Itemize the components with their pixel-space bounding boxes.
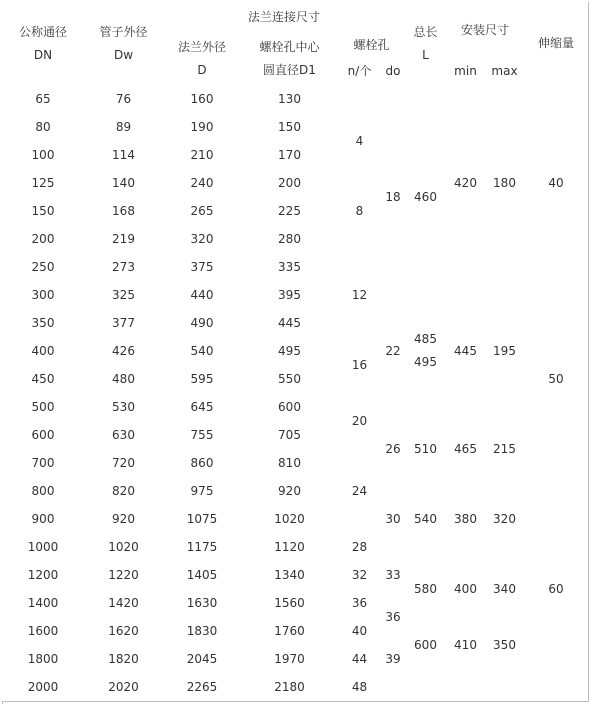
cell-dw (84, 365, 164, 394)
cell-bolt-circle-text: 1970 (274, 651, 305, 666)
cell-flange-od (163, 337, 242, 366)
cell-bolt-count (338, 673, 382, 702)
cell-bolt-hole-diameter (381, 561, 406, 590)
cell-dn (2, 477, 85, 506)
cell-flange-od-text: 2265 (186, 679, 218, 694)
cell-dw-text: 114 (112, 147, 135, 162)
cell-dn (2, 281, 85, 310)
cell-total-length-text: 510 (414, 441, 437, 456)
cell-flange-od-text: 210 (190, 147, 214, 162)
cell-dn (2, 197, 85, 226)
cell-total-length-text: 580 (414, 581, 437, 596)
cell-flange-od (163, 421, 242, 450)
cell-flange-od (163, 197, 242, 226)
cell-install-min-text: 380 (454, 511, 477, 526)
cell-total-length-text: 600 (414, 637, 437, 652)
cell-flange-od-text: 540 (190, 343, 214, 358)
cell-bolt-count-text: 8 (355, 203, 364, 218)
cell-flange-od (163, 309, 242, 338)
cell-dw-text: 630 (112, 427, 135, 442)
cell-dn-text: 100 (31, 147, 55, 162)
cell-bolt-circle (241, 197, 339, 226)
cell-dn-text: 500 (31, 399, 55, 414)
cell-bolt-circle (241, 505, 339, 534)
cell-bolt-circle-text: 705 (278, 427, 301, 442)
cell-dw-text: 1820 (108, 651, 139, 666)
cell-bolt-count-text: 4 (355, 133, 364, 148)
cell-flange-od-text: 975 (190, 483, 214, 498)
cell-install-max (485, 561, 525, 618)
cell-install-min (446, 85, 486, 282)
cell-dn (2, 169, 85, 198)
cell-flange-od (163, 169, 242, 198)
cell-install-min-text: 445 (454, 343, 477, 358)
cell-dw (84, 617, 164, 646)
cell-bolt-count (338, 645, 382, 674)
cell-expansion-text: 40 (548, 175, 564, 190)
cell-bolt-circle (241, 673, 339, 702)
cell-dn (2, 309, 85, 338)
cell-install-min-text: 400 (454, 581, 477, 596)
cell-total-length-text-line-2: 495 (414, 355, 437, 369)
header-bolt-hole-diameter-text: do (385, 64, 401, 79)
cell-bolt-hole-diameter (381, 477, 406, 562)
cell-flange-od (163, 589, 242, 618)
cell-dw (84, 477, 164, 506)
cell-dn (2, 561, 85, 590)
cell-dn (2, 673, 85, 702)
cell-bolt-circle-text: 495 (278, 343, 301, 358)
header-bolt-circle-diameter-text-line-1: 螺栓孔中心 (259, 39, 320, 54)
cell-dw (84, 449, 164, 478)
cell-bolt-circle (241, 365, 339, 394)
cell-dw (84, 309, 164, 338)
cell-dn-text: 200 (31, 231, 55, 246)
cell-dw-text: 1220 (108, 567, 139, 582)
cell-dw-text: 168 (112, 203, 135, 218)
cell-dn-text: 65 (35, 91, 51, 106)
cell-dn-text: 1400 (27, 595, 59, 610)
cell-dw-text: 1620 (108, 623, 139, 638)
cell-install-min (446, 617, 486, 674)
cell-flange-od-text: 2045 (186, 651, 218, 666)
cell-flange-od-text: 1830 (186, 623, 218, 638)
cell-dw (84, 169, 164, 198)
cell-install-max (485, 421, 525, 478)
cell-flange-od (163, 533, 242, 562)
cell-dw-text: 720 (112, 455, 135, 470)
cell-bolt-count (338, 169, 382, 254)
cell-bolt-circle (241, 589, 339, 618)
cell-install-max-text: 320 (493, 511, 516, 526)
cell-flange-od (163, 645, 242, 674)
cell-dw (84, 141, 164, 170)
cell-bolt-hole-diameter (381, 589, 406, 646)
cell-bolt-hole-diameter-text: 18 (385, 189, 401, 204)
cell-flange-od-text: 320 (190, 231, 214, 246)
header-total-length-text-line-2: L (422, 47, 429, 62)
cell-dn-text: 1800 (27, 651, 59, 666)
cell-bolt-hole-diameter-text: 36 (385, 609, 401, 624)
cell-flange-od-text: 440 (190, 287, 214, 302)
cell-bolt-circle (241, 141, 339, 170)
cell-bolt-circle-text: 550 (278, 371, 301, 386)
cell-dw-text: 89 (115, 119, 132, 134)
header-bolt-count-text: n/个 (347, 64, 372, 79)
cell-bolt-hole-diameter-text: 30 (385, 511, 401, 526)
cell-expansion-text: 60 (548, 581, 564, 596)
cell-flange-od (163, 141, 242, 170)
cell-dn-text: 80 (35, 119, 51, 134)
cell-flange-od (163, 617, 242, 646)
cell-expansion (524, 281, 589, 478)
cell-bolt-count (338, 617, 382, 646)
cell-dw (84, 281, 164, 310)
cell-flange-od (163, 225, 242, 254)
cell-install-min (446, 561, 486, 618)
cell-flange-od (163, 281, 242, 310)
cell-flange-od (163, 673, 242, 702)
cell-total-length (405, 281, 447, 422)
header-flange-dimensions (163, 2, 406, 33)
cell-dn (2, 589, 85, 618)
cell-dn (2, 365, 85, 394)
cell-bolt-circle (241, 421, 339, 450)
cell-bolt-circle (241, 113, 339, 142)
cell-flange-od-text: 490 (190, 315, 214, 330)
cell-dw (84, 113, 164, 142)
header-flange-dimensions-text: 法兰连接尺寸 (247, 9, 320, 24)
cell-dw-text: 273 (112, 259, 135, 274)
header-bolt-holes-text: 螺栓孔 (353, 37, 390, 52)
cell-dn (2, 533, 85, 562)
cell-bolt-count (338, 85, 382, 114)
cell-bolt-count-text: 16 (351, 357, 368, 372)
cell-dw (84, 225, 164, 254)
cell-install-max (485, 673, 525, 702)
header-expansion (524, 2, 589, 86)
header-bolt-hole-diameter (381, 58, 406, 86)
cell-bolt-hole-diameter-text: 26 (385, 441, 401, 456)
cell-flange-od-text: 645 (190, 399, 214, 414)
cell-flange-od (163, 505, 242, 534)
cell-bolt-count-text: 28 (351, 539, 368, 554)
cell-bolt-count (338, 113, 382, 170)
cell-bolt-circle-text: 150 (278, 119, 301, 134)
cell-bolt-circle (241, 477, 339, 506)
cell-dn (2, 449, 85, 478)
cell-bolt-circle (241, 449, 339, 478)
cell-expansion-text: 50 (548, 371, 564, 386)
cell-flange-od-text: 240 (190, 175, 214, 190)
cell-flange-od (163, 365, 242, 394)
header-flange-outer-diameter-text-line-1: 法兰外径 (177, 39, 226, 54)
cell-bolt-hole-diameter (381, 281, 406, 422)
cell-bolt-circle-text: 1760 (274, 623, 305, 638)
cell-flange-od-text: 190 (190, 119, 214, 134)
cell-bolt-hole-diameter (381, 113, 406, 282)
cell-flange-od (163, 449, 242, 478)
cell-dw (84, 645, 164, 674)
cell-bolt-circle-text: 170 (278, 147, 301, 162)
cell-bolt-hole-diameter (381, 85, 406, 114)
cell-install-max-text: 195 (493, 343, 516, 358)
cell-dw-text: 530 (112, 399, 135, 414)
cell-bolt-hole-diameter (381, 673, 406, 702)
cell-dw-text: 1420 (108, 595, 139, 610)
header-nominal-diameter (2, 2, 85, 86)
cell-dw-text: 920 (112, 511, 135, 526)
cell-dn (2, 393, 85, 422)
cell-dw-text: 76 (115, 91, 132, 106)
header-pipe-outer-diameter (84, 2, 164, 86)
cell-bolt-count (338, 561, 382, 590)
cell-bolt-circle-text: 1020 (274, 511, 305, 526)
cell-dw-text: 820 (112, 483, 135, 498)
cell-bolt-hole-diameter (381, 421, 406, 478)
cell-flange-od-text: 160 (190, 91, 214, 106)
cell-dw (84, 393, 164, 422)
cell-total-length (405, 673, 447, 702)
cell-flange-od-text: 375 (190, 259, 214, 274)
cell-dn-text: 125 (31, 175, 55, 190)
cell-bolt-count (338, 337, 382, 394)
header-pipe-outer-diameter-text-line-2: Dw (113, 47, 134, 62)
cell-dw-text: 426 (112, 343, 135, 358)
cell-flange-od-text: 1175 (186, 539, 218, 554)
cell-flange-od (163, 477, 242, 506)
cell-dw (84, 253, 164, 282)
cell-bolt-circle (241, 253, 339, 282)
cell-dw-text: 377 (112, 315, 135, 330)
cell-install-min (446, 421, 486, 478)
cell-dw (84, 533, 164, 562)
cell-dn (2, 645, 85, 674)
header-flange-outer-diameter (163, 32, 242, 86)
cell-total-length-text: 540 (414, 511, 437, 526)
cell-total-length-text: 460 (414, 189, 437, 204)
cell-bolt-hole-diameter-text: 39 (385, 651, 401, 666)
cell-bolt-circle (241, 617, 339, 646)
cell-bolt-circle-text: 200 (278, 175, 301, 190)
cell-dn-text: 800 (31, 483, 55, 498)
cell-bolt-circle-text: 225 (278, 203, 301, 218)
cell-install-min-text: 420 (454, 175, 477, 190)
cell-bolt-count (338, 449, 382, 534)
cell-bolt-circle (241, 169, 339, 198)
cell-total-length (405, 85, 447, 114)
cell-flange-od (163, 393, 242, 422)
cell-bolt-circle-text: 335 (278, 259, 301, 274)
header-flange-outer-diameter-text-line-2: D (197, 62, 207, 77)
cell-bolt-count (338, 533, 382, 562)
cell-dw-text: 1020 (108, 539, 139, 554)
cell-bolt-circle (241, 533, 339, 562)
cell-install-min-text: 465 (454, 441, 477, 456)
cell-bolt-count-text: 12 (351, 287, 368, 302)
header-nominal-diameter-text-line-2: DN (33, 47, 53, 62)
cell-bolt-count (338, 589, 382, 618)
cell-install-max (485, 617, 525, 674)
cell-bolt-count-text: 44 (351, 651, 368, 666)
cell-install-min (446, 477, 486, 562)
cell-bolt-circle-text: 2180 (274, 679, 305, 694)
cell-install-max-text: 180 (493, 175, 516, 190)
cell-flange-od-text: 755 (190, 427, 214, 442)
cell-dn (2, 253, 85, 282)
cell-dw (84, 673, 164, 702)
cell-dw (84, 421, 164, 450)
cell-dn-text: 450 (31, 371, 55, 386)
header-install-max (485, 58, 525, 86)
cell-install-min-text: 410 (454, 637, 477, 652)
header-total-length (405, 2, 447, 86)
header-install-min-text: min (454, 64, 477, 79)
cell-dn-text: 1600 (27, 623, 59, 638)
cell-bolt-circle (241, 393, 339, 422)
cell-bolt-circle-text: 1120 (274, 539, 305, 554)
cell-dw (84, 561, 164, 590)
cell-install-max-text: 215 (493, 441, 516, 456)
cell-dn (2, 617, 85, 646)
cell-flange-od-text: 265 (190, 203, 214, 218)
cell-dn-text: 1200 (27, 567, 59, 582)
cell-bolt-hole-diameter-text: 22 (385, 343, 401, 358)
cell-bolt-count (338, 253, 382, 338)
cell-dw-text: 325 (112, 287, 135, 302)
cell-total-length (405, 477, 447, 562)
cell-install-max-text: 350 (493, 637, 516, 652)
cell-dw-text: 219 (112, 231, 135, 246)
cell-install-min (446, 673, 486, 702)
cell-dn (2, 225, 85, 254)
cell-flange-od-text: 1630 (186, 595, 218, 610)
cell-dn (2, 141, 85, 170)
cell-dn-text: 900 (31, 511, 55, 526)
cell-bolt-circle-text: 600 (278, 399, 301, 414)
cell-dw (84, 197, 164, 226)
cell-dn (2, 113, 85, 142)
cell-bolt-circle (241, 281, 339, 310)
cell-expansion (524, 477, 589, 702)
cell-total-length (405, 421, 447, 478)
header-bolt-circle-diameter-text-line-2: 圆直径D1 (263, 62, 316, 77)
cell-dn (2, 505, 85, 534)
cell-dn-text: 400 (31, 343, 55, 358)
cell-bolt-circle (241, 309, 339, 338)
cell-dn-text: 150 (31, 203, 55, 218)
cell-bolt-count-text: 40 (351, 623, 368, 638)
cell-install-max (485, 281, 525, 422)
cell-total-length (405, 113, 447, 282)
cell-bolt-count-text: 24 (351, 483, 368, 498)
cell-total-length (405, 561, 447, 618)
header-pipe-outer-diameter-text-line-1: 管子外径 (99, 24, 148, 39)
cell-dn (2, 337, 85, 366)
header-bolt-count (338, 58, 382, 86)
cell-install-max-text: 340 (493, 581, 516, 596)
header-nominal-diameter-text-line-1: 公称通径 (18, 24, 67, 39)
cell-dn (2, 85, 85, 114)
cell-dn-text: 600 (31, 427, 55, 442)
cell-bolt-count-text: 36 (351, 595, 368, 610)
cell-bolt-circle (241, 225, 339, 254)
cell-expansion (524, 85, 589, 282)
cell-bolt-count-text: 32 (351, 567, 368, 582)
cell-flange-od (163, 253, 242, 282)
cell-flange-od (163, 113, 242, 142)
cell-dn-text: 1000 (27, 539, 59, 554)
header-install-size (446, 2, 525, 59)
cell-total-length (405, 617, 447, 674)
cell-bolt-circle-text: 1560 (274, 595, 305, 610)
cell-bolt-circle-text: 130 (278, 91, 301, 106)
cell-bolt-hole-diameter-text: 33 (385, 567, 401, 582)
cell-dw (84, 589, 164, 618)
cell-install-max (485, 85, 525, 282)
cell-dw-text: 480 (112, 371, 135, 386)
cell-bolt-circle-text: 920 (278, 483, 301, 498)
cell-flange-od-text: 595 (190, 371, 214, 386)
cell-dw-text: 2020 (108, 679, 139, 694)
cell-bolt-circle (241, 645, 339, 674)
cell-bolt-circle-text: 810 (278, 455, 301, 470)
cell-flange-od-text: 860 (190, 455, 214, 470)
cell-bolt-count-text: 20 (351, 413, 368, 428)
cell-flange-od-text: 1075 (186, 511, 218, 526)
cell-dn (2, 421, 85, 450)
cell-dn-text: 300 (31, 287, 55, 302)
cell-dw-text: 140 (112, 175, 135, 190)
cell-bolt-count-text: 48 (351, 679, 368, 694)
cell-bolt-circle-text: 1340 (274, 567, 305, 582)
cell-bolt-circle (241, 85, 339, 114)
cell-bolt-circle-text: 395 (278, 287, 301, 302)
cell-flange-od (163, 85, 242, 114)
cell-bolt-circle (241, 337, 339, 366)
cell-dw (84, 505, 164, 534)
cell-dw (84, 337, 164, 366)
cell-bolt-circle-text: 280 (278, 231, 301, 246)
cell-dn-text: 350 (31, 315, 55, 330)
header-expansion-text: 伸缩量 (537, 36, 574, 51)
cell-install-min (446, 281, 486, 422)
cell-flange-od-text: 1405 (186, 567, 218, 582)
header-install-size-text: 安装尺寸 (460, 22, 509, 37)
cell-dw (84, 85, 164, 114)
cell-bolt-circle (241, 561, 339, 590)
cell-dn-text: 700 (31, 455, 55, 470)
cell-bolt-circle-text: 445 (278, 315, 301, 330)
cell-total-length-text-line-1: 485 (414, 332, 437, 347)
cell-dn-text: 250 (31, 259, 55, 274)
cell-bolt-count (338, 393, 382, 450)
header-bolt-holes (338, 32, 406, 59)
header-install-max-text: max (491, 64, 518, 79)
header-install-min (446, 58, 486, 86)
cell-dn-text: 2000 (27, 679, 59, 694)
header-total-length-text-line-1: 总长 (413, 24, 438, 39)
cell-bolt-hole-diameter (381, 645, 406, 674)
cell-flange-od (163, 561, 242, 590)
header-bolt-circle-diameter (241, 32, 339, 86)
cell-install-max (485, 477, 525, 562)
